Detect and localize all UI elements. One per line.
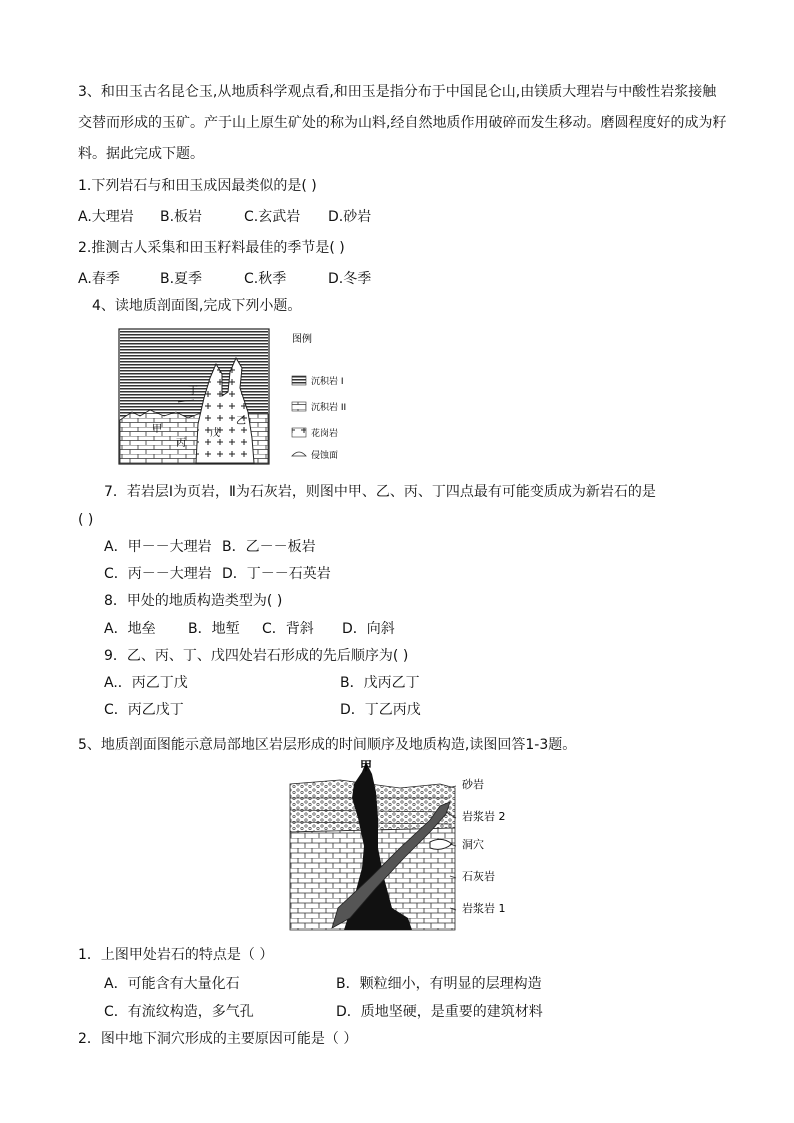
q5-intro: 5、地质剖面图能示意局部地区岩层形成的时间顺序及地质构造,读图回答1-3题。	[78, 737, 577, 753]
q4-q8-option-c: C．背斜	[262, 621, 314, 637]
q4-legend-item-3: 花岗岩	[311, 429, 339, 439]
q4-q7-option-d: D．丁－－石英岩	[222, 566, 331, 582]
q3-sub1-option-a: A.大理岩	[78, 209, 134, 225]
legend-plus-swatch	[292, 428, 306, 437]
q3-sub1-option-d: D.砂岩	[328, 209, 372, 225]
q4-label-ding: 丁	[188, 386, 198, 397]
q5-label-jia: 甲	[360, 759, 373, 773]
q3-sub2-option-c: C.秋季	[244, 271, 287, 287]
legend-erosion-swatch	[292, 452, 306, 456]
q4-q9-option-a: A.．丙乙丁戊	[104, 675, 188, 691]
q4-label-yi: 乙	[236, 416, 246, 427]
q4-q7-stem-line2: ( )	[78, 512, 94, 528]
legend-hatch-swatch	[292, 376, 306, 385]
q4-label-jia: 甲	[152, 424, 162, 435]
q4-q9-option-c: C．丙乙戊丁	[104, 702, 184, 718]
q3-sub2-option-d: D.冬季	[328, 271, 372, 287]
q5-label-sandstone: 砂岩	[462, 778, 484, 791]
q4-q9-stem: 9．乙、丙、丁、戊四处岩石形成的先后顺序为( )	[104, 648, 409, 664]
q4-legend-item-2: 沉积岩 II	[311, 403, 347, 413]
q3-intro-line2: 交替而形成的玉矿。产于山上原生矿处的称为山料,经自然地质作用破碎而发生移动。磨圆程度好的成为籽	[78, 115, 727, 131]
q3-sub1-option-c: C.玄武岩	[244, 209, 301, 225]
q5-label-cave: 洞穴	[462, 838, 484, 851]
q4-q7-option-b: B．乙－－板岩	[222, 539, 316, 555]
q4-q9-option-d: D．丁乙丙戊	[340, 702, 421, 718]
q5-sub1-option-d: D．质地坚硬，是重要的建筑材料	[336, 1004, 543, 1020]
q4-q8-option-d: D．向斜	[342, 621, 395, 637]
q5-geologic-section-figure	[280, 758, 530, 936]
q4-legend-item-4: 侵蚀面	[311, 451, 339, 461]
q5-sub2-stem: 2．图中地下洞穴形成的主要原因可能是（ ）	[78, 1031, 358, 1047]
q4-label-bing: 丙	[176, 438, 186, 449]
q4-q9-option-b: B．戊丙乙丁	[340, 675, 420, 691]
q3-sub1-stem: 1.下列岩石与和田玉成因最类似的是( )	[78, 178, 317, 194]
q5-sub1-option-c: C．有流纹构造，多气孔	[104, 1004, 254, 1020]
q3-sub2-option-a: A.春季	[78, 271, 120, 287]
q4-q8-option-a: A．地垒	[104, 621, 156, 637]
q5-label-limestone: 石灰岩	[462, 870, 495, 883]
q3-sub1-option-b: B.板岩	[160, 209, 203, 225]
q3-intro-line1: 3、和田玉古名昆仑玉,从地质科学观点看,和田玉是指分布于中国昆仑山,由镁质大理岩与中酸性岩浆接触	[78, 84, 717, 100]
q4-geologic-section-figure	[118, 328, 380, 468]
q3-sub2-option-b: B.夏季	[160, 271, 203, 287]
q4-label-wu: 戊	[210, 428, 220, 439]
q4-q8-option-b: B．地堑	[188, 621, 240, 637]
legend-brick-swatch	[292, 402, 306, 411]
q5-sub1-stem: 1．上图甲处岩石的特点是（ ）	[78, 947, 274, 963]
q5-label-magma-2: 岩浆岩 2	[462, 810, 506, 823]
q5-sub1-option-a: A．可能含有大量化石	[104, 976, 240, 992]
q5-sub1-option-b: B．颗粒细小，有明显的层理构造	[336, 976, 542, 992]
q4-q8-stem: 8．甲处的地质构造类型为( )	[104, 593, 283, 609]
q3-sub2-stem: 2.推测古人采集和田玉籽料最佳的季节是( )	[78, 240, 345, 256]
q4-legend-title: 图例	[292, 334, 312, 345]
q5-label-magma-1: 岩浆岩 1	[462, 902, 506, 915]
q4-intro: 4、读地质剖面图,完成下列小题。	[92, 298, 302, 314]
q4-legend-item-1: 沉积岩 I	[311, 377, 344, 387]
q4-q7-stem-line1: 7．若岩层Ⅰ为页岩，Ⅱ为石灰岩，则图中甲、乙、丙、丁四点最有可能变质成为新岩石的是	[104, 484, 656, 500]
q4-q7-option-a: A．甲－－大理岩	[104, 539, 212, 555]
q4-q7-option-c: C．丙－－大理岩	[104, 566, 212, 582]
q3-intro-line3: 料。据此完成下题。	[78, 146, 204, 162]
